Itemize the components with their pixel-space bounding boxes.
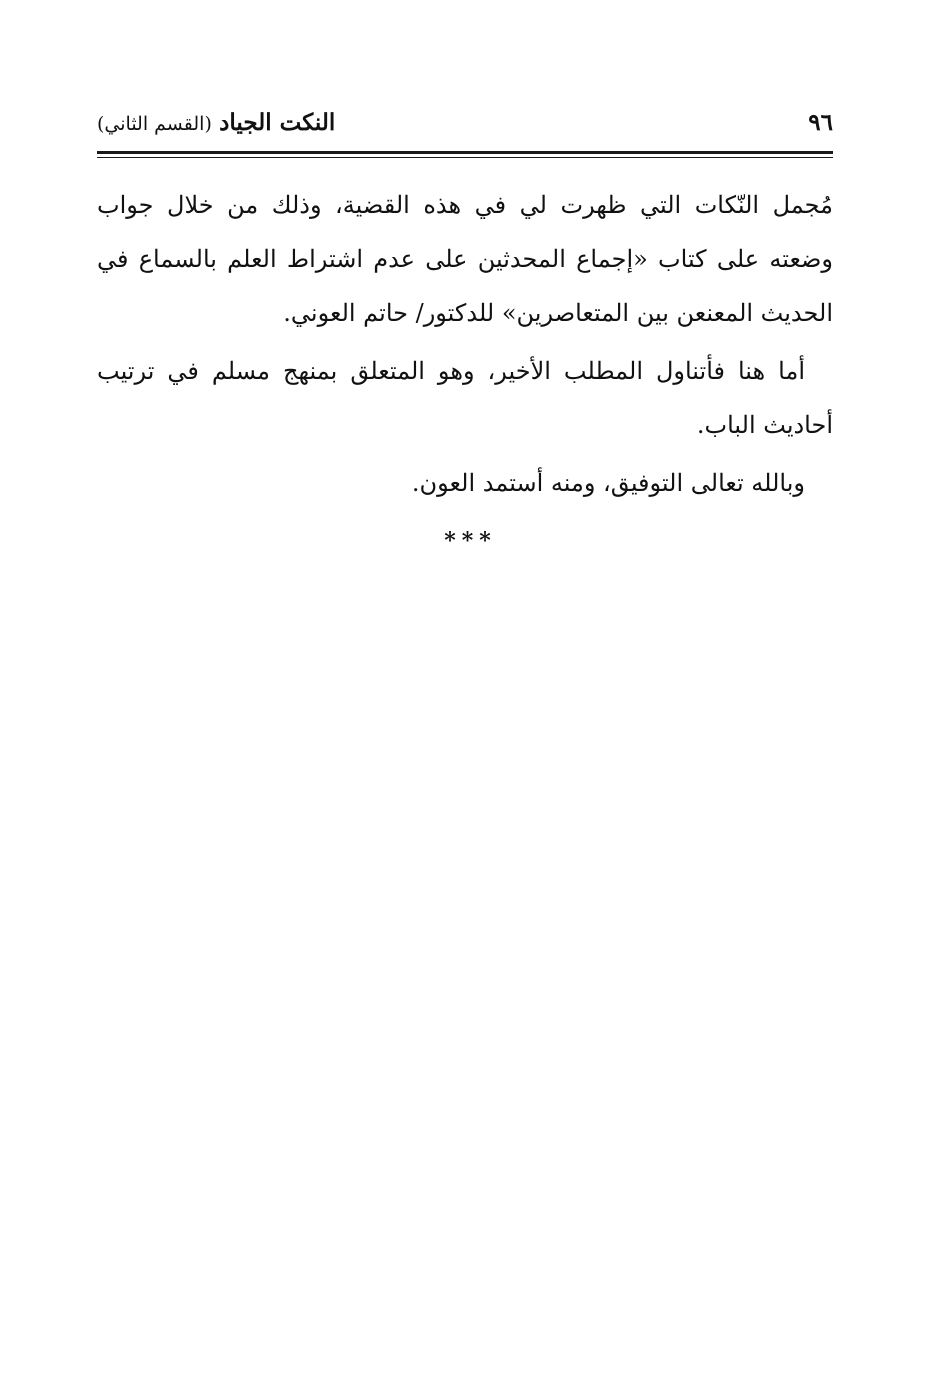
section-separator: *** [444,528,497,554]
header-rule-thin [97,157,833,158]
body-text [97,178,833,514]
paragraph-3: وبالله تعالى التوفيق، ومنه أستمد العون. [411,469,805,497]
running-title-main: النكت الجياد [219,109,336,136]
running-title-sub: (القسم الثاني) [97,113,212,135]
paragraph-2: أما هنا فأتناول المطلب الأخير، وهو المتعلق بمنهج مسلم في ترتيب أحاديث الباب. [97,357,833,439]
page-number: ٩٦ [808,109,833,136]
paragraph-1: مُجمل النّكات التي ظهرت لي في هذه القضية، وذلك من خلال جواب وضعته على كتاب «إجماع المحدثين على عدم اشتراط العلم بالسماع في الحديث المعنعن بين المتعاصرين» للدكتور/ حاتم العوني. [97,191,833,327]
running-title [97,108,335,139]
header-rule-thick [97,151,833,154]
page-header [97,104,833,144]
